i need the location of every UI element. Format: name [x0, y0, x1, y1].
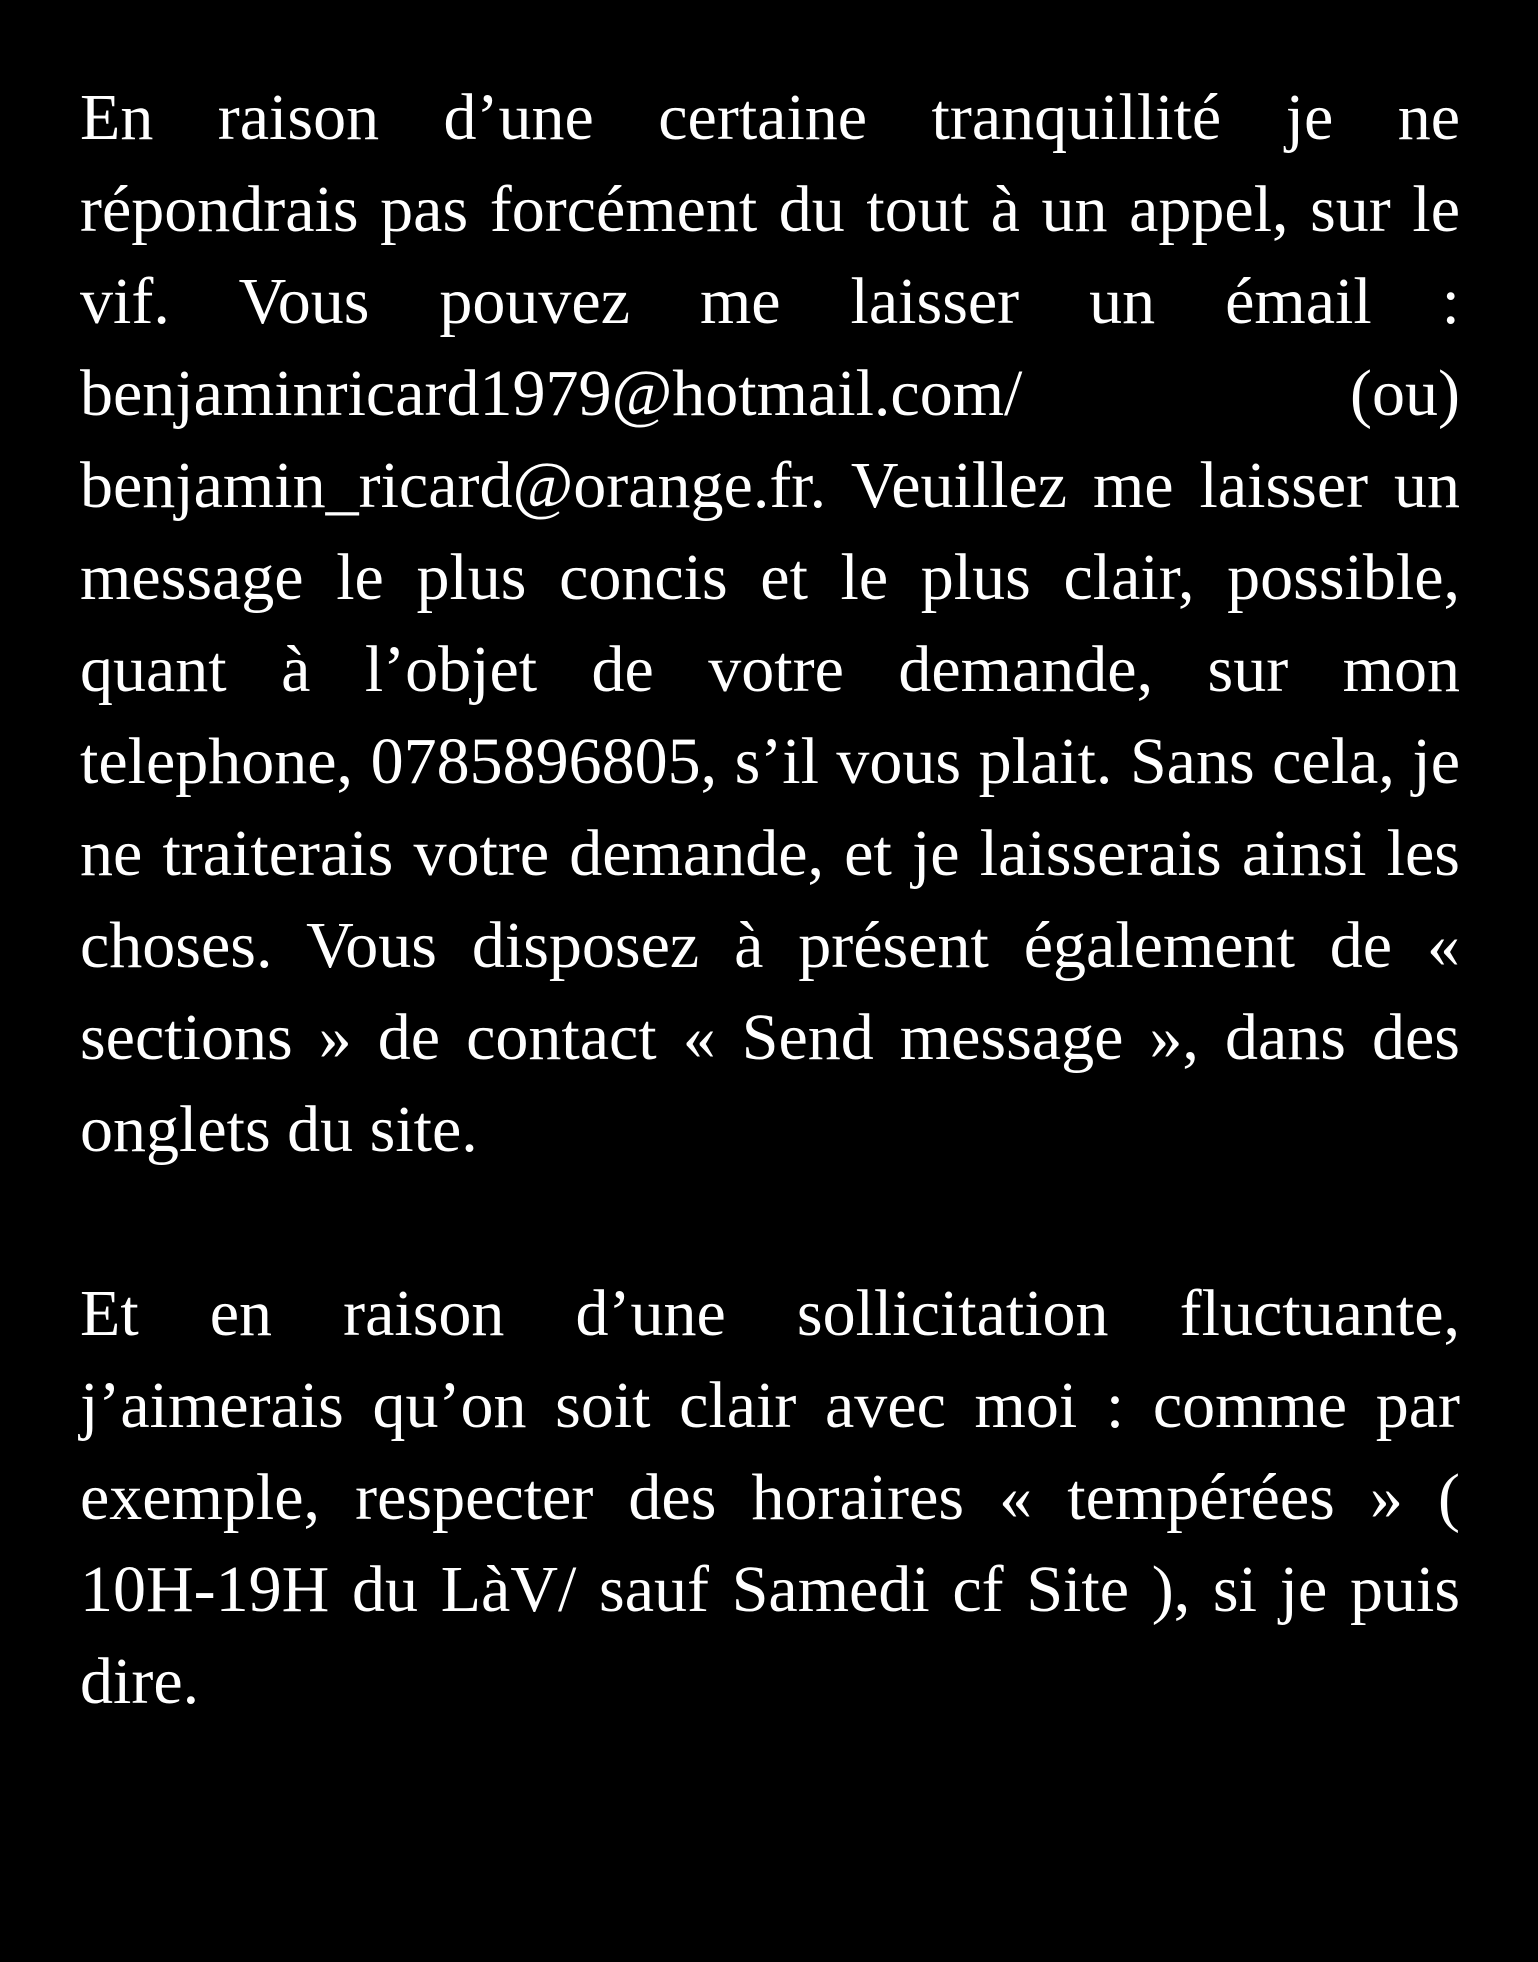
- paragraph-schedule-request: Et en raison d’une sollicitation fluctuante, j’aimerais qu’on soit clair avec moi : comme par exemple, respecter des horaires « tempérées » ( 10H-19H du LàV/ sauf Samedi cf Site ), si je puis dire.: [80, 1277, 1460, 1718]
- document-body: [80, 72, 1460, 1728]
- paragraph-contact-instructions: En raison d’une certaine tranquillité je ne répondrais pas forcément du tout à un appel, sur le vif. Vous pouvez me laisser un émail : benjaminricard1979@hotmail.com/ (ou) benjamin_ricard@orange.fr. Veuillez me laisser un message le plus concis et le plus clair, possible, quant à l’objet de votre demande, sur mon telephone, 0785896805, s’il vous plait. Sans cela, je ne traiterais votre demande, et je laisserais ainsi les choses. Vous disposez à présent également de « sections » de contact « Send message », dans des onglets du site.: [80, 81, 1460, 1166]
